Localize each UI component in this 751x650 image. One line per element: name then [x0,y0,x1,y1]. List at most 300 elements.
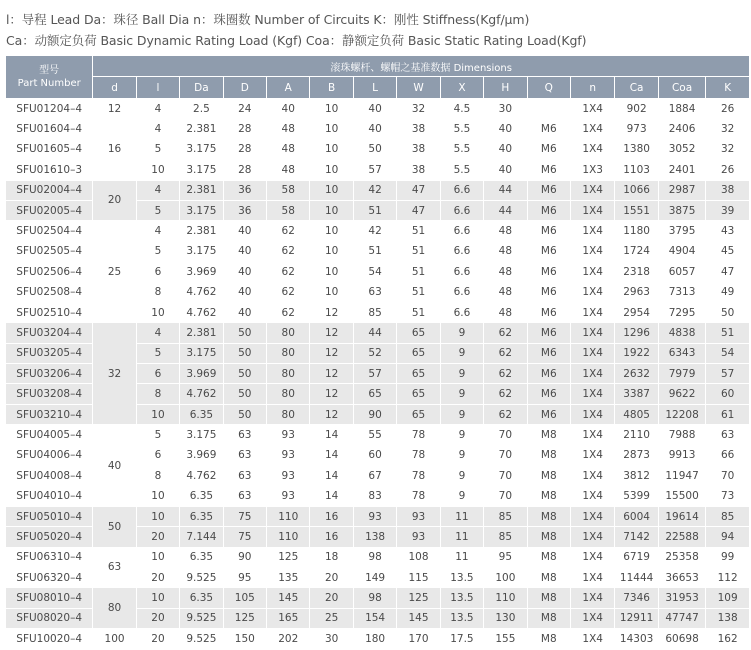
cell-l: 65 [353,384,396,404]
cell-l: 42 [353,180,396,200]
cell-k: 138 [706,608,750,628]
cell-k: 85 [706,506,750,526]
cell-n: 1X4 [570,547,614,567]
cell-w: 65 [397,343,440,363]
cell-da: 3.175 [180,343,223,363]
cell-d: 63 [223,425,266,445]
cell-x: 6.6 [440,282,483,302]
cell-ca: 1180 [615,221,658,241]
cell-h: 62 [484,364,527,384]
cell-x: 9 [440,364,483,384]
cell-d: 40 [223,241,266,261]
cell-k: 26 [706,99,750,119]
cell-n: 1X4 [570,241,614,261]
cell-part-number: SFU04005–4 [6,425,93,445]
cell-coa: 2406 [658,119,705,139]
cell-l: 40 [353,99,396,119]
cell-l: 98 [353,588,396,608]
cell-w: 38 [397,139,440,159]
cell-a: 58 [267,200,310,220]
cell-a: 62 [267,241,310,261]
cell-b: 10 [310,282,353,302]
cell-n: 1X4 [570,445,614,465]
cell-da: 2.381 [180,180,223,200]
cell-l: 54 [353,262,396,282]
cell-d: 75 [223,506,266,526]
cell-x: 6.6 [440,262,483,282]
cell-part-number: SFU08020–4 [6,608,93,628]
cell-part-number: SFU02506–4 [6,262,93,282]
cell-n: 1X4 [570,282,614,302]
cell-d: 50 [223,364,266,384]
cell-l: 10 [136,486,179,506]
cell-x: 9 [440,384,483,404]
cell-b: 12 [310,302,353,322]
cell-l: 10 [136,302,179,322]
table-row [6,425,750,445]
cell-d: 150 [223,629,266,649]
cell-d: 50 [223,384,266,404]
cell-coa: 7313 [658,282,705,302]
cell-b: 18 [310,547,353,567]
cell-w: 78 [397,466,440,486]
column-header-ca: Ca [615,77,658,99]
cell-q: M8 [527,547,570,567]
cell-da: 3.175 [180,200,223,220]
cell-h: 100 [484,567,527,587]
cell-q: M6 [527,343,570,363]
cell-k: 57 [706,364,750,384]
table-row [6,506,750,526]
cell-coa: 7295 [658,302,705,322]
column-header-da: Da [180,77,223,99]
cell-ca: 2110 [615,425,658,445]
column-header-row [6,77,750,99]
cell-ca: 1380 [615,139,658,159]
column-header-coa: Coa [658,77,705,99]
cell-l: 52 [353,343,396,363]
cell-x: 11 [440,547,483,567]
cell-coa: 60698 [658,629,705,649]
cell-ca: 7142 [615,527,658,547]
cell-ca: 14303 [615,629,658,649]
cell-k: 26 [706,160,750,180]
cell-k: 45 [706,241,750,261]
cell-k: 49 [706,282,750,302]
cell-ca: 1066 [615,180,658,200]
cell-n: 1X4 [570,506,614,526]
cell-da: 2.381 [180,119,223,139]
cell-da: 6.35 [180,486,223,506]
part-number-header-en: Part Number [17,78,81,89]
cell-x: 13.5 [440,567,483,587]
cell-w: 65 [397,364,440,384]
cell-l: 6 [136,445,179,465]
cell-b: 12 [310,384,353,404]
cell-q: M8 [527,506,570,526]
cell-n: 1X4 [570,343,614,363]
cell-a: 125 [267,547,310,567]
table-row [6,99,750,119]
cell-x: 9 [440,486,483,506]
cell-n: 1X4 [570,200,614,220]
cell-da: 4.762 [180,282,223,302]
cell-ca: 6004 [615,506,658,526]
cell-q: M8 [527,629,570,649]
cell-d: 16 [93,119,136,180]
dimensions-title: 滚珠螺杆、螺帽之基准数据 Dimensions [93,56,750,77]
cell-l: 6 [136,364,179,384]
cell-coa: 4838 [658,323,705,343]
cell-coa: 6343 [658,343,705,363]
cell-q: M8 [527,567,570,587]
cell-ca: 1103 [615,160,658,180]
cell-b: 10 [310,160,353,180]
cell-coa: 2401 [658,160,705,180]
cell-l: 4 [136,180,179,200]
cell-b: 30 [310,629,353,649]
cell-k: 70 [706,466,750,486]
cell-a: 48 [267,160,310,180]
column-header-l: L [353,77,396,99]
cell-k: 38 [706,180,750,200]
cell-l: 8 [136,384,179,404]
cell-da: 6.35 [180,547,223,567]
cell-part-number: SFU01204–4 [6,99,93,119]
cell-a: 48 [267,139,310,159]
cell-part-number: SFU03206–4 [6,364,93,384]
cell-coa: 7979 [658,364,705,384]
cell-q: M8 [527,588,570,608]
cell-q: M8 [527,486,570,506]
cell-a: 135 [267,567,310,587]
column-header-l: l [136,77,179,99]
cell-n: 1X4 [570,262,614,282]
cell-l: 20 [136,608,179,628]
table-row [6,323,750,343]
cell-l: 4 [136,323,179,343]
cell-x: 9 [440,445,483,465]
cell-q: M6 [527,323,570,343]
cell-ca: 973 [615,119,658,139]
cell-a: 80 [267,384,310,404]
cell-d: 40 [223,262,266,282]
cell-da: 3.175 [180,160,223,180]
cell-part-number: SFU03204–4 [6,323,93,343]
cell-h: 48 [484,282,527,302]
cell-b: 12 [310,364,353,384]
cell-q: M6 [527,241,570,261]
cell-q: M6 [527,139,570,159]
column-header-d: D [223,77,266,99]
cell-l: 85 [353,302,396,322]
cell-ca: 5399 [615,486,658,506]
cell-k: 63 [706,425,750,445]
cell-coa: 22588 [658,527,705,547]
cell-x: 6.6 [440,200,483,220]
cell-da: 6.35 [180,588,223,608]
cell-w: 38 [397,160,440,180]
cell-q: M8 [527,527,570,547]
cell-part-number: SFU02505–4 [6,241,93,261]
cell-d: 63 [93,547,136,588]
cell-da: 7.144 [180,527,223,547]
cell-b: 16 [310,527,353,547]
cell-x: 9 [440,323,483,343]
cell-l: 57 [353,160,396,180]
cell-h: 44 [484,180,527,200]
cell-w: 47 [397,200,440,220]
cell-part-number: SFU01604–4 [6,119,93,139]
cell-x: 6.6 [440,221,483,241]
cell-ca: 1551 [615,200,658,220]
cell-a: 62 [267,302,310,322]
cell-b: 10 [310,99,353,119]
cell-da: 3.969 [180,364,223,384]
cell-ca: 2954 [615,302,658,322]
cell-a: 93 [267,445,310,465]
cell-coa: 1884 [658,99,705,119]
cell-d: 40 [93,425,136,507]
cell-h: 130 [484,608,527,628]
cell-x: 11 [440,527,483,547]
cell-h: 62 [484,343,527,363]
cell-ca: 1296 [615,323,658,343]
column-header-d: d [93,77,136,99]
cell-a: 62 [267,282,310,302]
cell-d: 25 [93,221,136,323]
legend-line-1: l：导程 Lead Da：珠径 Ball Dia n：珠圈数 Number of Circuits K：刚性 Stiffness(Kgf/μm) [6,12,530,27]
cell-coa: 19614 [658,506,705,526]
cell-l: 51 [353,241,396,261]
cell-d: 40 [223,282,266,302]
cell-x: 13.5 [440,608,483,628]
cell-n: 1X4 [570,404,614,424]
cell-b: 10 [310,180,353,200]
cell-q: M6 [527,282,570,302]
cell-part-number: SFU01610–3 [6,160,93,180]
cell-da: 4.762 [180,384,223,404]
cell-part-number: SFU02005–4 [6,200,93,220]
cell-ca: 11444 [615,567,658,587]
cell-b: 14 [310,486,353,506]
cell-a: 62 [267,221,310,241]
cell-w: 78 [397,445,440,465]
cell-part-number: SFU02004–4 [6,180,93,200]
cell-da: 2.5 [180,99,223,119]
cell-part-number: SFU08010–4 [6,588,93,608]
cell-l: 5 [136,343,179,363]
cell-n: 1X4 [570,221,614,241]
cell-x: 5.5 [440,119,483,139]
cell-a: 80 [267,343,310,363]
cell-l: 63 [353,282,396,302]
cell-coa: 3875 [658,200,705,220]
table-row [6,180,750,200]
cell-ca: 2873 [615,445,658,465]
cell-h: 40 [484,160,527,180]
cell-coa: 12208 [658,404,705,424]
cell-k: 60 [706,384,750,404]
cell-q: M6 [527,160,570,180]
cell-b: 10 [310,221,353,241]
cell-q: M8 [527,425,570,445]
cell-h: 48 [484,241,527,261]
cell-coa: 31953 [658,588,705,608]
column-header-k: K [706,77,750,99]
cell-n: 1X4 [570,180,614,200]
cell-a: 93 [267,425,310,445]
cell-h: 85 [484,506,527,526]
cell-l: 42 [353,221,396,241]
cell-b: 14 [310,445,353,465]
cell-ca: 7346 [615,588,658,608]
cell-x: 5.5 [440,139,483,159]
cell-q: M6 [527,364,570,384]
cell-part-number: SFU03210–4 [6,404,93,424]
cell-w: 65 [397,404,440,424]
cell-b: 10 [310,200,353,220]
cell-part-number: SFU04006–4 [6,445,93,465]
cell-w: 32 [397,99,440,119]
cell-k: 109 [706,588,750,608]
cell-q: M6 [527,119,570,139]
cell-part-number: SFU06320–4 [6,567,93,587]
cell-a: 80 [267,404,310,424]
cell-w: 170 [397,629,440,649]
cell-l: 8 [136,282,179,302]
cell-l: 98 [353,547,396,567]
cell-l: 4 [136,99,179,119]
table-row [6,629,750,649]
cell-da: 4.762 [180,466,223,486]
cell-b: 20 [310,567,353,587]
cell-w: 145 [397,608,440,628]
cell-l: 149 [353,567,396,587]
cell-n: 1X4 [570,323,614,343]
cell-da: 9.525 [180,608,223,628]
cell-coa: 9622 [658,384,705,404]
cell-a: 93 [267,466,310,486]
cell-d: 80 [93,588,136,629]
cell-w: 125 [397,588,440,608]
cell-part-number: SFU06310–4 [6,547,93,567]
cell-coa: 15500 [658,486,705,506]
cell-x: 6.6 [440,302,483,322]
cell-coa: 6057 [658,262,705,282]
cell-n: 1X4 [570,139,614,159]
cell-h: 62 [484,323,527,343]
cell-b: 10 [310,262,353,282]
cell-x: 9 [440,466,483,486]
cell-d: 28 [223,139,266,159]
cell-part-number: SFU05020–4 [6,527,93,547]
cell-d: 40 [223,302,266,322]
cell-k: 43 [706,221,750,241]
cell-a: 93 [267,486,310,506]
table-row [6,119,750,139]
column-header-a: A [267,77,310,99]
cell-l: 20 [136,527,179,547]
cell-l: 10 [136,547,179,567]
cell-k: 32 [706,119,750,139]
cell-h: 62 [484,384,527,404]
cell-ca: 1922 [615,343,658,363]
cell-h: 30 [484,99,527,119]
cell-a: 165 [267,608,310,628]
cell-n: 1X4 [570,588,614,608]
cell-w: 108 [397,547,440,567]
cell-l: 55 [353,425,396,445]
cell-l: 5 [136,139,179,159]
cell-k: 51 [706,323,750,343]
column-header-w: W [397,77,440,99]
cell-l: 67 [353,466,396,486]
cell-ca: 3387 [615,384,658,404]
cell-a: 48 [267,119,310,139]
cell-coa: 9913 [658,445,705,465]
cell-q: M6 [527,221,570,241]
cell-da: 2.381 [180,221,223,241]
cell-coa: 3795 [658,221,705,241]
cell-n: 1X4 [570,302,614,322]
ball-screw-spec-table [6,56,750,650]
cell-k: 32 [706,139,750,159]
table-header [6,56,750,99]
cell-coa: 47747 [658,608,705,628]
cell-a: 202 [267,629,310,649]
cell-l: 44 [353,323,396,343]
cell-l: 60 [353,445,396,465]
table-row [6,547,750,567]
cell-b: 16 [310,506,353,526]
cell-x: 9 [440,404,483,424]
cell-d: 50 [223,323,266,343]
cell-l: 4 [136,119,179,139]
cell-d: 32 [93,323,136,425]
cell-w: 51 [397,302,440,322]
cell-coa: 36653 [658,567,705,587]
cell-da: 3.969 [180,445,223,465]
cell-x: 9 [440,425,483,445]
cell-h: 70 [484,425,527,445]
cell-w: 78 [397,486,440,506]
cell-d: 28 [223,119,266,139]
cell-d: 20 [93,180,136,221]
cell-h: 155 [484,629,527,649]
cell-k: 73 [706,486,750,506]
cell-b: 12 [310,404,353,424]
cell-l: 138 [353,527,396,547]
cell-part-number: SFU04010–4 [6,486,93,506]
cell-part-number: SFU10020–4 [6,629,93,649]
cell-b: 10 [310,139,353,159]
column-header-h: H [484,77,527,99]
cell-part-number: SFU01605–4 [6,139,93,159]
cell-k: 94 [706,527,750,547]
cell-w: 78 [397,425,440,445]
cell-d: 24 [223,99,266,119]
cell-w: 93 [397,506,440,526]
cell-d: 63 [223,445,266,465]
cell-d: 12 [93,99,136,119]
cell-l: 51 [353,200,396,220]
cell-w: 65 [397,384,440,404]
cell-l: 83 [353,486,396,506]
cell-da: 9.525 [180,567,223,587]
cell-k: 61 [706,404,750,424]
cell-a: 58 [267,180,310,200]
